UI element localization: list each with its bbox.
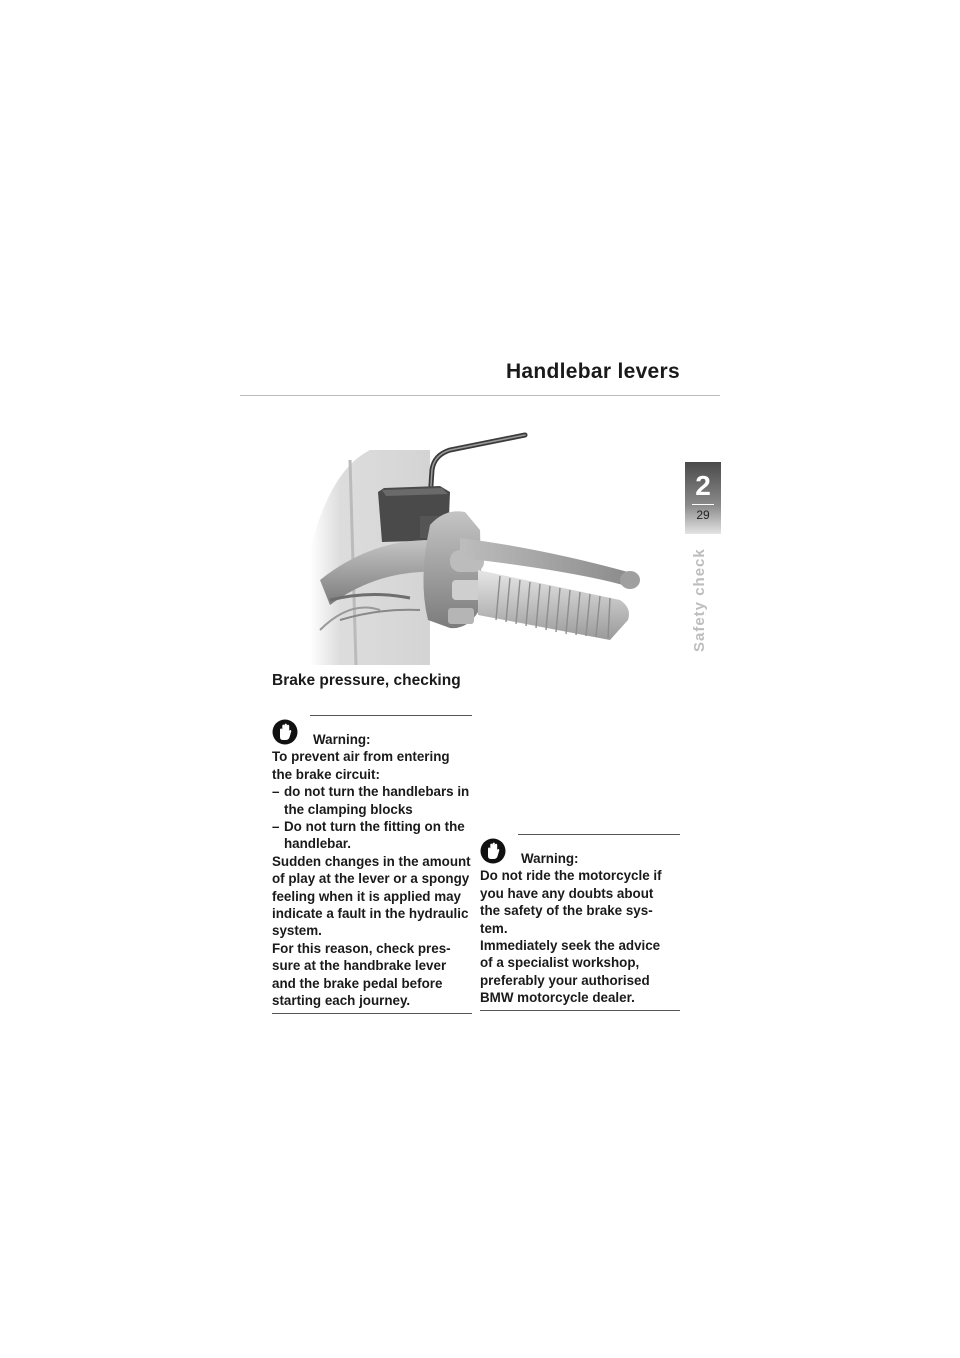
warning-text-line: Sudden changes in the amount: [272, 853, 471, 869]
chapter-tab-divider: [692, 504, 714, 505]
warning-text-line: of play at the lever or a spongy: [272, 871, 470, 887]
warning-text-line: indicate a fault in the hydraulic: [272, 906, 469, 922]
warning-block-brake-circuit: [272, 715, 472, 1014]
page-title: Handlebar levers: [505, 360, 680, 383]
warning-top-rule: [518, 834, 680, 835]
warning-text-line: BMW motorcycle dealer.: [480, 990, 635, 1006]
warning-text-line: the brake circuit:: [272, 766, 380, 782]
warning-text-line: Immediately seek the advice: [480, 938, 661, 954]
section-heading: Brake pressure, checking: [272, 672, 461, 689]
warning-text-line: To prevent air from entering: [272, 749, 450, 765]
list-item-text: Do not turn the fitting on the: [284, 819, 465, 835]
chapter-side-label: Safety check: [691, 548, 708, 652]
handlebar-lever-illustration: [310, 430, 650, 665]
warning-label: Warning:: [521, 851, 579, 866]
list-item-text: handlebar.: [284, 836, 351, 852]
warning-text-line: the safety of the brake sys-: [480, 903, 653, 919]
warning-label: Warning:: [313, 732, 371, 747]
warning-text-line: feeling when it is applied may: [272, 888, 461, 904]
warning-text-line: and the brake pedal before: [272, 975, 443, 991]
warning-text-line: sure at the handbrake lever: [272, 958, 447, 974]
warning-text-line: starting each journey.: [272, 993, 411, 1009]
warning-list-item: [272, 818, 472, 853]
list-dash: –: [272, 819, 280, 835]
hand-stop-warning-icon: [480, 838, 506, 864]
page-number: 29: [696, 508, 710, 522]
warning-top-rule: [310, 715, 472, 716]
warning-text-line: tem.: [480, 920, 508, 936]
warning-bottom-rule: [480, 1010, 680, 1011]
warning-block-brake-safety: [480, 834, 680, 1011]
warning-text-line: you have any doubts about: [480, 885, 654, 901]
chapter-tab: [685, 462, 721, 534]
warning-text-line: system.: [272, 923, 322, 939]
hand-stop-warning-icon: [272, 719, 298, 745]
chapter-number: 2: [695, 470, 711, 501]
header-divider: [240, 395, 720, 396]
warning-bottom-rule: [272, 1013, 472, 1014]
warning-list-item: [272, 783, 472, 818]
list-dash: –: [272, 784, 280, 800]
list-item-text: the clamping blocks: [284, 801, 413, 817]
list-item-text: do not turn the handlebars in: [284, 784, 470, 800]
warning-text-line: For this reason, check pres-: [272, 940, 451, 956]
warning-text-line: Do not ride the motorcycle if: [480, 868, 662, 884]
warning-text-line: of a specialist workshop,: [480, 955, 640, 971]
warning-text-line: preferably your authorised: [480, 972, 650, 988]
